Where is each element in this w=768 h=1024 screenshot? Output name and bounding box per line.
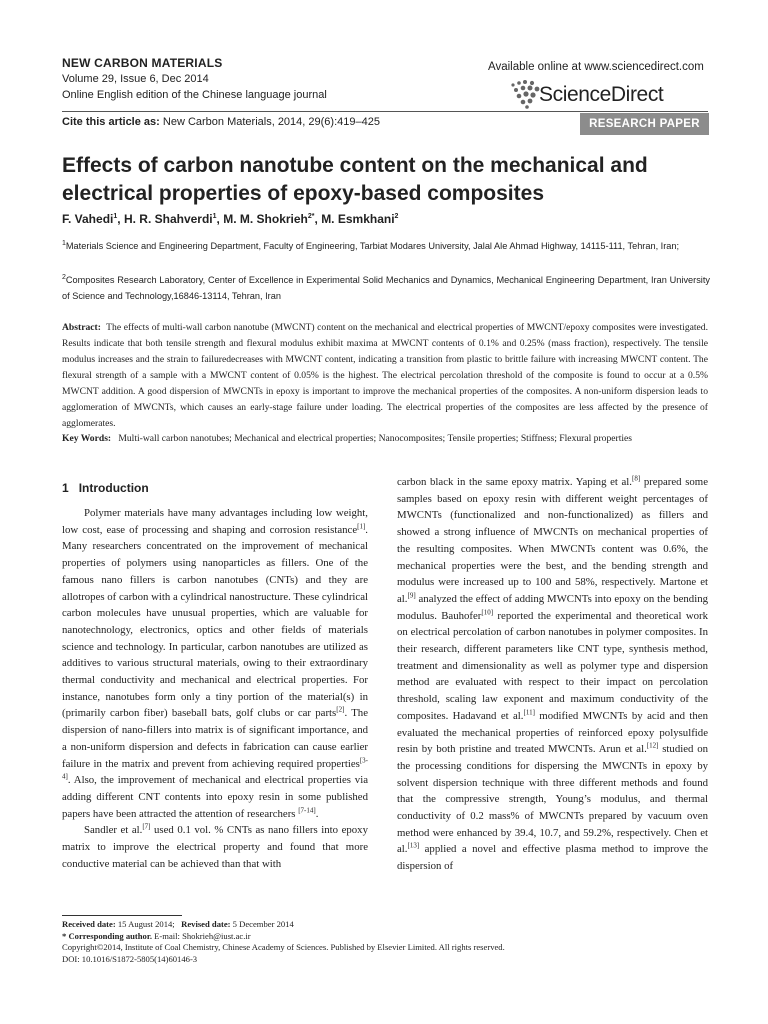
corresponding-email[interactable]: E-mail: Shokrieh@iust.ac.ir [152,930,251,941]
revised-label: Revised date: [181,919,231,929]
body-paragraph [397,474,708,875]
doi-line[interactable]: DOI: 10.1016/S1872-5805(14)60146-3 [62,953,198,964]
revised-date: 5 December 2014 [230,919,294,929]
affiliation-1 [62,238,710,254]
citation-ref[interactable]: [3-4] [62,755,368,781]
received-label: Received date: [62,919,116,929]
keywords [62,431,708,446]
citation-ref[interactable]: [9] [407,591,416,600]
affiliation-number: 1 [62,239,66,247]
journal-issue: Volume 29, Issue 6, Dec 2014 [62,73,209,85]
footnote [62,919,708,965]
paragraph-text: . Many researchers concentrated on the improvement of mechanical properties of polymers using nanoparticles as fillers. One of the famous nano fillers is carbon nanotubes (CNTs) and they are allotropes of carbon with a cylindrical nanostructure. These cylindrical carbon molecules have unusual properties, which are valuable for nanotechnology, electronics, optics and other fields of materials science and technology. In particular, carbon nanotubes are utilized as additives to various structural materials, owing to their extraordinary thermal conductivity and mechanical and electrical properties. For instance, nanotubes form only a tiny portion of the material(s) in (primarily carbon fiber) baseball bats, golf clubs or car parts [62,523,368,720]
paragraph-text: applied a novel and effective plasma method to improve the dispersion of [397,843,708,873]
keywords-text: Multi-wall carbon nanotubes; Mechanical and electrical properties; Nanocomposites; Tensile properties; Stiffness; Flexural properties [118,433,633,444]
paragraph-text: . The dispersion of nano-fillers into matrix is of significant importance, and a non-uniform dispersion and defects in fabrication can cause earlier failure in the matrix and prevent from achieving required properties [62,707,368,770]
cite-label: Cite this article as: [62,116,160,128]
keywords-label: Key Words: [62,433,112,444]
research-paper-badge: RESEARCH PAPER [580,113,709,135]
body-column-right [397,474,708,875]
paragraph-text: carbon black in the same epoxy matrix. Yaping et al. [397,476,633,488]
available-online-text[interactable]: Available online at www.sciencedirect.com [488,61,704,73]
citation-line [62,116,380,128]
author-name: M. M. Shokrieh [223,212,308,226]
citation-ref[interactable]: [1] [357,522,366,531]
paragraph-text: . [315,807,319,820]
article-title: Effects of carbon nanotube content on the mechanical and electrical properties of epoxy-based composites [62,154,648,205]
author-affiliation-mark: 1 [212,213,217,220]
affiliation-text: Composites Research Laboratory, Center of Excellence in Experimental Solid Mechanics and Dynamics, Mechanical Engineering Department, Iran University of Science and Technology,16846-13114, Tehran, Iran [62,275,710,301]
journal-name: NEW CARBON MATERIALS [62,56,223,70]
received-date: 15 August 2014; [115,919,175,929]
citation-ref[interactable]: [7] [142,822,151,831]
section-heading [62,481,149,495]
corresponding-line [62,931,708,943]
section-number: 1 [62,481,69,495]
paragraph-text: used 0.1 vol. % CNTs as nano fillers into epoxy matrix to improve the electrical property and found that more conductive material can be achieved than that with [62,824,368,870]
abstract-text: The effects of multi-wall carbon nanotube (MWCNT) content on the mechanical and electrical properties of MWCNT/epoxy composites were investigated. Results indicate that both tensile strength and flexural modulus exhibit maxima at MWCNT contents of 0.1% and 0.25% (mass fraction), respectively. The tensile modulus increases and the strain to failuredecreases with MWCNT content, indicating a transition from plastic to brittle failure with increasing MWCNT content. The flexural strength of a sample with a MWCNT content of 0.05% is the highest. The electrical percolation threshold of the composite is found to occur at a 0.5% MWCNT addition. A good dispersion of MWCNTs in epoxy is important to improve the mechanical properties of the composites. A non-uniform dispersion leads to agglomeration of MWCNTs, which causes an early-stage failure under loading. The electrical properties of the composites are less affected by the presence of agglomerates. [62,322,709,429]
sciencedirect-dots-icon [508,79,542,109]
author-name: H. R. Shahverdi [123,212,213,226]
paragraph-text: Sandler et al. [84,824,143,837]
citation-ref[interactable]: [11] [523,708,535,717]
affiliation-2 [62,272,710,304]
body-paragraph [62,822,368,872]
section-title: Introduction [78,481,149,495]
body-paragraph [62,505,368,822]
author-affiliation-mark: 2 [394,213,399,220]
dates-line [62,919,708,931]
paragraph-text: modified MWCNTs by acid and then evaluated the mechanical properties of reinforced epoxy polysulfide resin by both pristine and treated MWCNTs. Arun et al. [397,709,708,756]
paragraph-text: reported the experimental and theoretical work on electrical percolation of carbon nanotubes in polymer composites. In their research, different parameters like CNT type, synthesis method, treatment and dimensionality as well as polymer type and dispersion method are evaluated with respect to their impact on percolation threshold, scaling law exponent and maximum conductivity of the composites. Hadavand et al. [397,609,709,722]
footnote-divider [62,915,182,916]
author-affiliation-mark: 2* [307,213,315,220]
citation-ref[interactable]: [2] [336,705,345,714]
citation-ref[interactable]: [8] [632,474,641,483]
author-name: F. Vahedi [62,212,114,226]
author-name: M. Esmkhani [321,212,395,226]
paragraph-text: prepared some samples based on epoxy resin with different weight percentages of MWCNTs (functionalized and non-functionalized) as fillers and showed a strong influence of MWCNTs on mechanical properties of the resulting composites. When MWCNTs content was 0.6%, the mechanical properties were the best, and the bending strength and modulus were increased up to 100 and 58%, respectively. Martone et al. [397,476,708,605]
cite-text: New Carbon Materials, 2014, 29(6):419–425 [159,116,380,128]
header-divider [62,111,708,112]
author-list: F. Vahedi$^1$, H. R. Shahverdi$^1$, M. M. Shokrieh$^{2*}$, M. Esmkhani$^2$ [62,212,399,226]
journal-edition: Online English edition of the Chinese language journal [62,89,327,101]
paragraph-text: analyzed the effect of adding MWCNTs into epoxy on the bending modulus. Bauhofer [397,592,708,622]
sciencedirect-logo[interactable]: ScienceDirect [539,83,664,106]
corresponding-label: * Corresponding author. [62,930,153,941]
paragraph-text: . Also, the improvement of mechanical and electrical properties via adding different CNT contents into epoxy resin in some published papers have been attracted the attention of researchers [62,774,368,820]
abstract [62,320,708,432]
citation-ref[interactable]: [13] [407,841,420,850]
paragraph-text: Polymer materials have many advantages including low weight, low cost, ease of processing and shaping and corrosion resistance [62,507,368,536]
copyright-line: Copyright©2014, Institute of Coal Chemistry, Chinese Academy of Sciences. Published by Elsevier Limited. All rights reserved. [62,942,505,952]
paragraph-text: studied on the processing conditions for dispersing the MWCNTs in epoxy by solvent dispersion technique with three different methods and found that the compressive strength, Young’s modulus, and thermal conductivity of 0.2 mass% of MWCNTs prepared by vacuum oven method were enhanced by 39.4, 10.7, and 59.2%, respectively. Chen et al. [397,743,709,856]
affiliation-number: 2 [62,273,66,281]
citation-ref[interactable]: [7-14] [298,806,316,815]
author-affiliation-mark: 1 [113,213,118,220]
affiliation-text: Materials Science and Engineering Department, Faculty of Engineering, Tarbiat Modares University, Jalal Ale Ahmad Highway, 14115-111, Tehran, Iran; [65,241,680,251]
citation-ref[interactable]: [12] [646,741,659,750]
abstract-label: Abstract: [62,322,101,333]
body-column-left [62,505,368,872]
citation-ref[interactable]: [10] [481,608,494,617]
